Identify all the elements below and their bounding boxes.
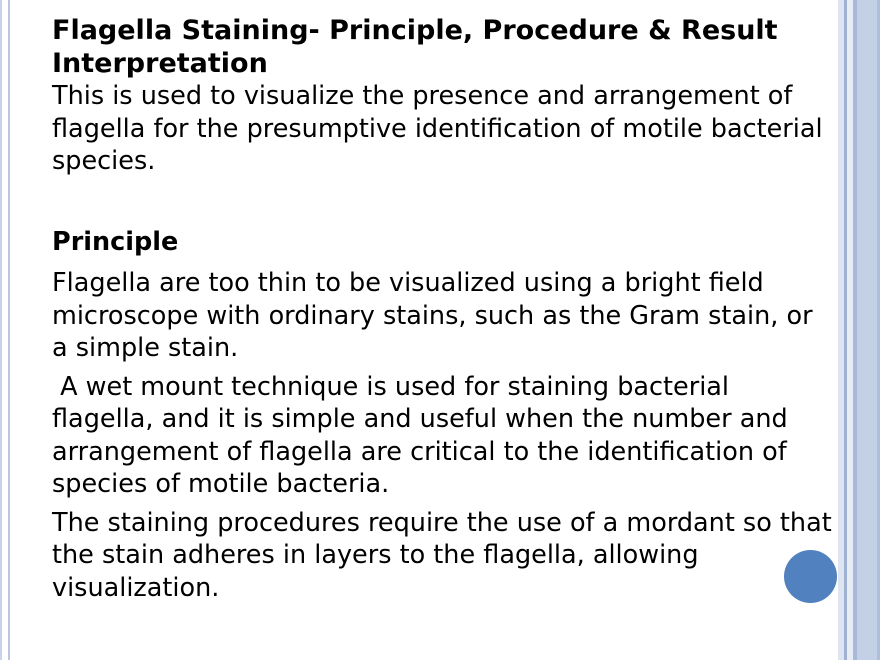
right-decorative-band: [857, 0, 877, 660]
left-border-line-inner: [8, 0, 10, 660]
slide-content: [52, 14, 832, 604]
left-border-line: [0, 0, 2, 660]
decorative-circle: [784, 550, 837, 603]
slide-title: Flagella Staining- Principle, Procedure & Result Interpretation: [52, 15, 778, 79]
intro-paragraph: This is used to visualize the presence and arrangement of flagella for the presumptive identification of motile bacterial species.: [52, 81, 823, 176]
body-paragraph: The staining procedures require the use of a mordant so that the stain adheres in layers to the flagella, allowing visualization.: [52, 507, 832, 603]
section-heading: Principle: [52, 226, 179, 257]
body-paragraph: Flagella are too thin to be visualized using a bright field microscope with ordinary stains, such as the Gram stain, or a simple stain.: [52, 268, 813, 363]
body-paragraph: A wet mount technique is used for staining bacterial flagella, and it is simple and useful when the number and arrangement of flagella are critical to the identification of species of motile bacteria.: [52, 371, 796, 499]
